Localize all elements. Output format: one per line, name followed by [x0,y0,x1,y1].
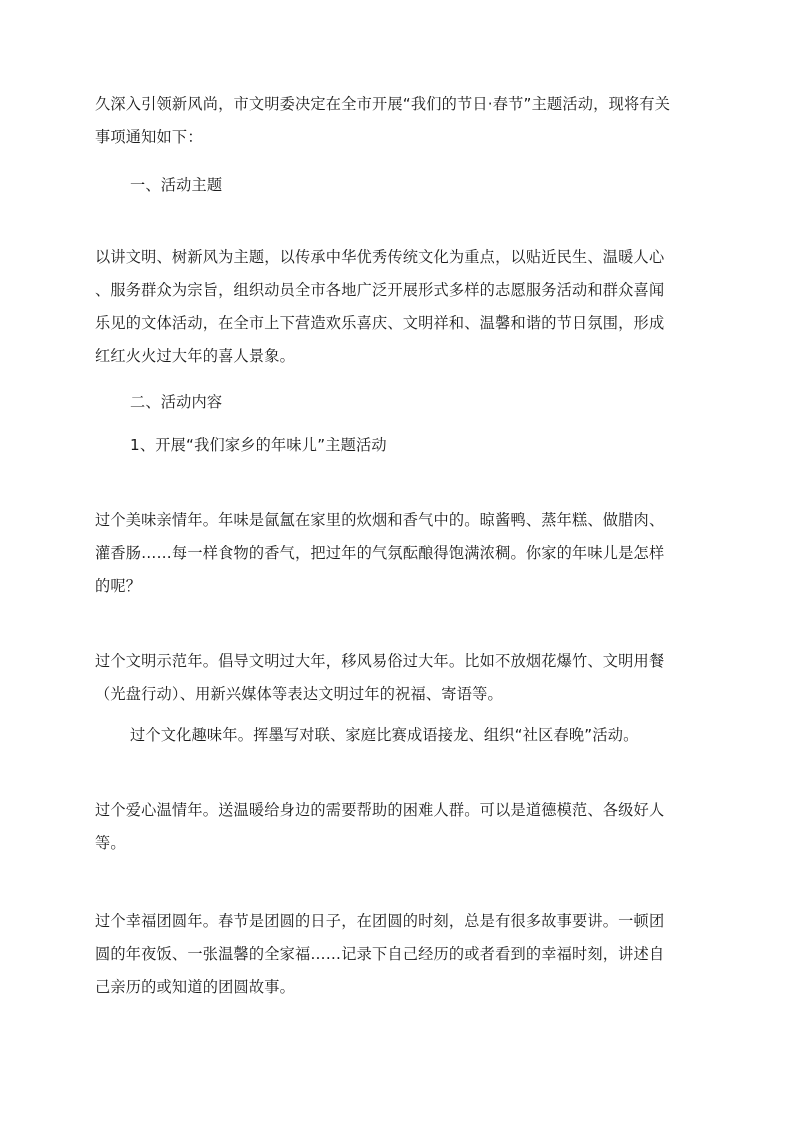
paragraph-wenming-line-1: 过个文明示范年。倡导文明过大年，移风易俗过大年。比如不放烟花爆竹、文明用餐 [95,652,665,670]
theme-line-2: 、服务群众为宗旨，组织动员全市各地广泛开展形式多样的志愿服务活动和群众喜闻 [95,281,665,299]
paragraph-xingfu-line-1: 过个幸福团圆年。春节是团圆的日子，在团圆的时刻，总是有很多故事要讲。一顿团 [95,912,665,930]
paragraph-xingfu-line-3: 己亲历的或知道的团圆故事。 [95,978,296,996]
paragraph-meiwei-line-1: 过个美味亲情年。年味是氤氲在家里的炊烟和香气中的。晾酱鸭、蒸年糕、做腊肉、 [95,511,665,529]
subheading-hometown-taste: 1、开展“我们家乡的年味儿”主题活动 [130,436,387,454]
paragraph-meiwei-line-2: 灌香肠……每一样食物的香气，把过年的气氛酝酿得饱满浓稠。你家的年味儿是怎样 [95,544,665,562]
paragraph-aixin-line-2: 等。 [95,834,126,852]
section-heading-theme: 一、活动主题 [130,176,223,194]
paragraph-wenhua: 过个文化趣味年。挥墨写对联、家庭比赛成语接龙、组织“社区春晚”活动。 [130,726,639,744]
paragraph-xingfu-line-2: 圆的年夜饭、一张温馨的全家福……记录下自己经历的或者看到的幸福时刻，讲述自 [95,945,665,963]
section-heading-content: 二、活动内容 [130,393,223,411]
intro-line-2: 事项通知如下： [95,128,203,146]
theme-line-1: 以讲文明、树新风为主题，以传承中华优秀传统文化为重点，以贴近民生、温暖人心 [95,248,665,266]
intro-line-1: 久深入引领新风尚，市文明委决定在全市开展“我们的节日·春节”主题活动，现将有关 [95,95,671,113]
paragraph-wenming-line-2: （光盘行动）、用新兴媒体等表达文明过年的祝福、寄语等。 [95,685,503,703]
theme-line-4: 红红火火过大年的喜人景象。 [95,347,296,365]
paragraph-meiwei-line-3: 的呢？ [95,577,142,595]
theme-line-3: 乐见的文体活动，在全市上下营造欢乐喜庆、文明祥和、温馨和谐的节日氛围，形成 [95,314,665,332]
paragraph-aixin-line-1: 过个爱心温情年。送温暖给身边的需要帮助的困难人群。可以是道德模范、各级好人 [95,801,665,819]
